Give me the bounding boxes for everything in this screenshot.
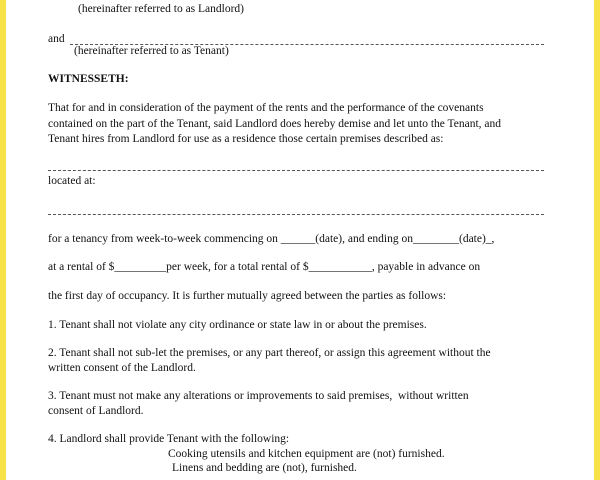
witnesseth-heading: WITNESSETH: xyxy=(48,73,129,85)
located-at-label: located at: xyxy=(48,175,96,187)
clause-3-line-1: 3. Tenant must not make any alterations or improvements to said premises, without written xyxy=(48,390,469,402)
intro-line-3: Tenant hires from Landlord for use as a residence those certain premises described as: xyxy=(48,133,444,145)
premises-description-blank xyxy=(48,170,544,171)
intro-line-1: That for and in consideration of the payment of the rents and the performance of the covenants xyxy=(48,102,484,114)
clause-2-line-2: written consent of the Landlord. xyxy=(48,362,196,374)
tenant-designation: (hereinafter referred to as Tenant) xyxy=(74,45,229,57)
occupancy-line: the first day of occupancy. It is further mutually agreed between the parties as follows: xyxy=(48,290,447,302)
provided-item-linens: Linens and bedding are (not), furnished. xyxy=(172,462,357,474)
landlord-designation: (hereinafter referred to as Landlord) xyxy=(78,3,245,15)
rental-amount-line: at a rental of $_________per week, for a total rental of $___________, payable in advance on xyxy=(48,261,481,273)
and-word: and xyxy=(48,33,65,45)
tenancy-term-line: for a tenancy from week-to-week commencing on ______(date), and ending on________(date)_, xyxy=(48,233,495,245)
provided-item-utensils: Cooking utensils and kitchen equipment are (not) furnished. xyxy=(168,448,445,460)
clause-2-line-1: 2. Tenant shall not sub-let the premises, or any part thereof, or assign this agreement without the xyxy=(48,347,491,359)
intro-line-2: contained on the part of the Tenant, said Landlord does hereby demise and let unto the Tenant, and xyxy=(48,118,502,130)
clause-1: 1. Tenant shall not violate any city ordinance or state law in or about the premises. xyxy=(48,319,427,331)
premises-address-blank xyxy=(48,214,544,215)
document-page xyxy=(6,0,594,480)
clause-4: 4. Landlord shall provide Tenant with the following: xyxy=(48,433,290,445)
clause-3-line-2: consent of Landlord. xyxy=(48,405,144,417)
